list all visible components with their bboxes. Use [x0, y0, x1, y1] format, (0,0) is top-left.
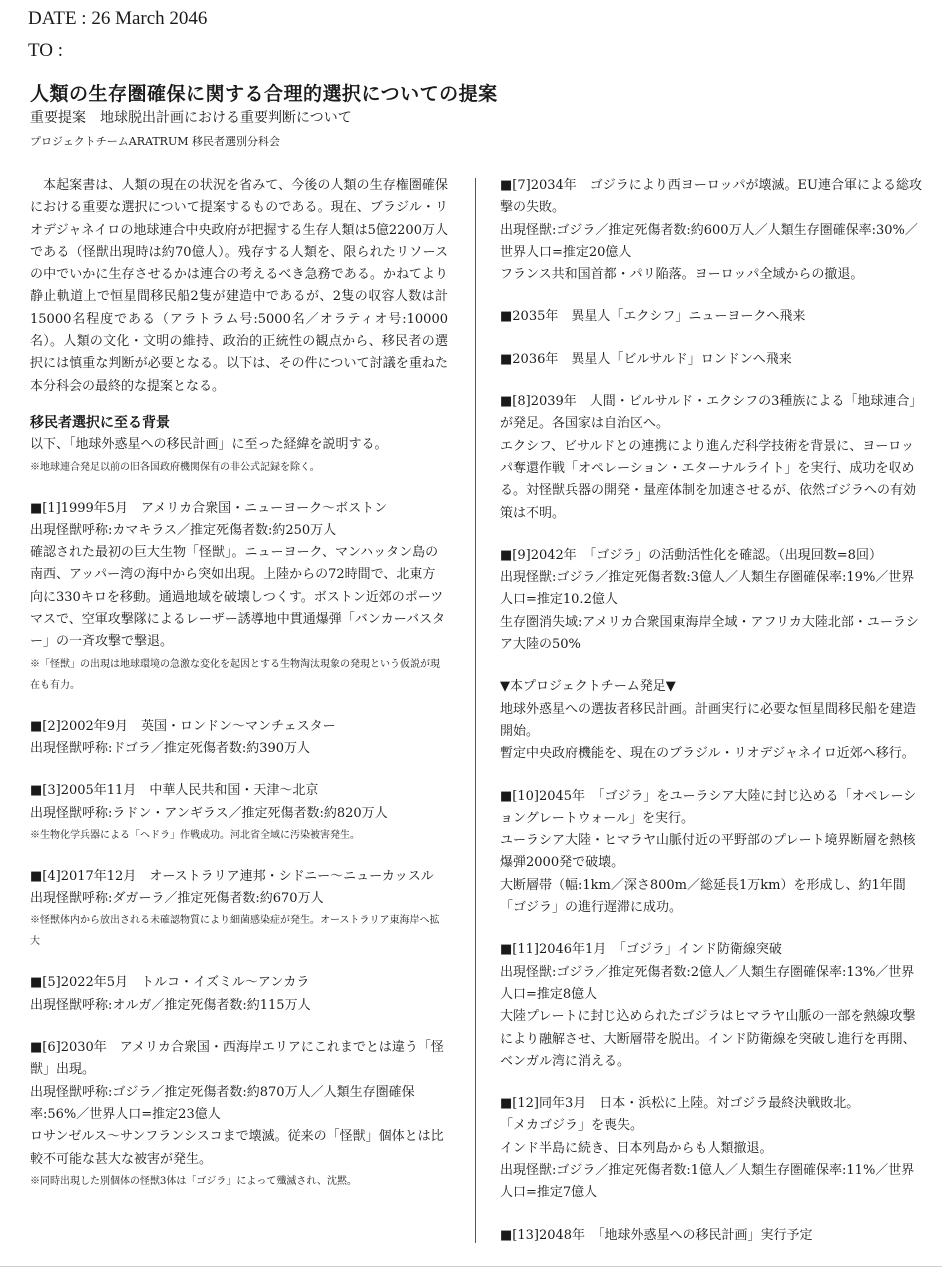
right-timeline-entry	[500, 306, 922, 328]
entry-line: 地球外惑星への選抜者移民計画。計画実行に必要な恒星間移民船を建造開始。	[500, 701, 917, 739]
entry-line: 出現怪獣呼称:カマキラス／推定死傷者数:約250万人	[30, 522, 337, 538]
entry-note: ※怪獣体内から放出される未確認物質により細菌感染症が発生。オーストラリア東海岸へ拡大	[30, 915, 440, 948]
right-timeline-entry	[500, 1093, 922, 1204]
entry-line: 暫定中央政府機能を、現在のブラジル・リオデジャネイロ近郊へ移行。	[500, 746, 915, 762]
entry-title: ■[3]2005年11月 中華人民共和国・天津〜北京	[30, 783, 319, 799]
entry-title: ■2035年 異星人「エクシフ」ニューヨークへ飛来	[500, 309, 806, 325]
entry-line: インド半島に続き、日本列島からも人類撤退。	[500, 1140, 773, 1156]
entry-line: ユーラシア大陸・ヒマラヤ山脈付近の平野部のプレート境界断層を熱核爆弾2000発で破壊。	[500, 833, 916, 871]
document-subtitle: 重要提案 地球脱出計画における重要判断について	[30, 110, 352, 126]
background-heading: 移民者選択に至る背景	[30, 414, 170, 431]
right-column	[500, 175, 922, 1247]
right-timeline-entry	[500, 786, 922, 920]
entry-line: 生存圏消失域:アメリカ合衆国東海岸全域・アフリカ大陸北部・ユーラシア大陸の50%	[500, 614, 919, 653]
entry-line: 大陸プレートに封じ込められたゴジラはヒマラヤ山脈の一部を熱線攻撃により融解させ、大断層帯を脱出。インド防衛線を突破し進行を再開、ベンガル湾に消える。	[500, 1009, 916, 1069]
right-timeline-entry	[500, 939, 922, 1073]
entry-note: ※同時出現した別個体の怪獣3体は「ゴジラ」によって殲滅され、沈黙。	[30, 1175, 357, 1187]
entry-title: ■[12]同年3月 日本・浜松に上陸。対ゴジラ最終決戦敗北。	[500, 1096, 860, 1112]
team-name: プロジェクトチームARATRUM 移民者選別分科会	[30, 135, 280, 148]
right-timeline-entry	[500, 545, 922, 656]
entry-line: 大断層帯（幅:1km／深さ800m／総延長1万km）を形成し、約1年間「ゴジラ」の進行遅滞に成功。	[500, 877, 906, 916]
entry-line: 出現怪獣:ゴジラ／推定死傷者数:約600万人／人類生存圏確保率:30%／世界人口=推定20億人	[500, 222, 918, 260]
bottom-rule	[0, 1266, 942, 1267]
entry-line: 出現怪獣呼称:ラドン・アンギラス／推定死傷者数:約820万人	[30, 805, 388, 821]
left-timeline-entry	[30, 498, 448, 696]
entry-line: 出現怪獣呼称:ゴジラ／推定死傷者数:約870万人／人類生存圏確保率:56%／世界人口=推定23億人	[30, 1084, 415, 1122]
entry-title: ■[6]2030年 アメリカ合衆国・西海岸エリアにこれまでとは違う「怪獣」出現。	[30, 1040, 444, 1078]
left-timeline-entry	[30, 780, 448, 846]
entry-title: ▼本プロジェクトチーム発足▼	[500, 679, 676, 695]
entry-line: 出現怪獣呼称:ダガーラ／推定死傷者数:約670万人	[30, 891, 324, 907]
entry-title: ■[4]2017年12月 オーストラリア連邦・シドニー〜ニューカッスル	[30, 868, 434, 884]
entry-title: ■[2]2002年9月 英国・ロンドン〜マンチェスター	[30, 718, 336, 734]
entry-line: 出現怪獣:ゴジラ／推定死傷者数:3億人／人類生存圏確保率:19%／世界人口=推定10.2億人	[500, 570, 915, 608]
entry-line: ロサンゼルス〜サンフランシスコまで壊滅。従来の「怪獣」個体とは比較不可能な甚大な被害が発生。	[30, 1129, 444, 1167]
entry-note: ※「怪獣」の出現は地球環境の急激な変化を起因とする生物淘汰現象の発現という仮説が現在も有力。	[30, 658, 440, 691]
entry-title: ■[13]2048年 「地球外惑星への移民計画」実行予定	[500, 1227, 813, 1243]
right-timeline-entry	[500, 1225, 922, 1247]
entry-title: ■[11]2046年1月 「ゴジラ」インド防衛線突破	[500, 942, 782, 958]
to-line: TO :	[28, 40, 64, 61]
background-note: ※地球連合発足以前の旧各国政府機関保有の非公式記録を除く。	[30, 461, 320, 473]
entry-title: ■[10]2045年 「ゴジラ」をユーラシア大陸に封じ込める「オペレーショングレートウォール」を実行。	[500, 788, 917, 826]
entry-line: 出現怪獣:ゴジラ／推定死傷者数:2億人／人類生存圏確保率:13%／世界人口=推定8億人	[500, 964, 915, 1002]
right-timeline-entry	[500, 676, 922, 765]
entry-line: 出現怪獣呼称:オルガ／推定死傷者数:約115万人	[30, 997, 311, 1013]
entry-title: ■[5]2022年5月 トルコ・イズミル〜アンカラ	[30, 975, 310, 991]
document-title: 人類の生存圏確保に関する合理的選択についての提案	[30, 83, 498, 105]
entry-line: 出現怪獣:ゴジラ／推定死傷者数:1億人／人類生存圏確保率:11%／世界人口=推定7億人	[500, 1162, 915, 1201]
background-lead: 以下、「地球外惑星への移民計画」に至った経緯を説明する。	[30, 437, 388, 453]
entry-title: ■[9]2042年 「ゴジラ」の活動活性化を確認。（出現回数=8回）	[500, 547, 882, 563]
left-timeline-entry	[30, 1037, 448, 1192]
entry-title: ■[1]1999年5月 アメリカ合衆国・ニューヨーク〜ボストン	[30, 500, 388, 516]
entry-line: 出現怪獣呼称:ドゴラ／推定死傷者数:約390万人	[30, 740, 311, 756]
entry-line: フランス共和国首都・パリ陥落。ヨーロッパ全域からの撤退。	[500, 267, 864, 283]
left-timeline-entry	[30, 716, 448, 761]
entry-line: エクシフ、ビサルドとの連携により進んだ科学技術を背景に、ヨーロッパ奪還作戦「オペレーション・エターナルライト」を実行、成功を収める。対怪獣兵器の開発・量産体制を加速させるが、依然ゴジラへの有効策は不明。	[500, 438, 917, 521]
memo-header	[28, 8, 207, 62]
column-divider	[475, 178, 476, 1243]
entry-line: 確認された最初の巨大生物「怪獣」。ニューヨーク、マンハッタン島の南西、アッパー湾の海中から突如出現。上陸からの72時間で、北東方向に330キロを移動。通過地域を破壊しつくす。ボストン近郊のポーツマスで、空軍攻撃隊によるレーザー誘導地中貫通爆弾「バンカーバスター」の一斉攻撃で撃退。	[30, 545, 446, 650]
left-entry-list	[30, 498, 448, 1192]
left-timeline-entry	[30, 866, 448, 953]
right-timeline-entry	[500, 349, 922, 371]
entry-line: 「メカゴジラ」を喪失。	[500, 1118, 644, 1134]
entry-title: ■2036年 異星人「ビルサルド」ロンドンへ飛来	[500, 351, 792, 367]
date-line: DATE : 26 March 2046	[28, 8, 208, 29]
right-timeline-entry	[500, 391, 922, 525]
left-column	[30, 175, 448, 1192]
intro-paragraph: 本起案書は、人類の現在の状況を省みて、今後の人類の生存権圏確保における重要な選択について提案するものである。現在、ブラジル・リオデジャネイロの地球連合中央政府が把握する生存人類は5億2200万人である（怪獣出現時は約70億人）。残存する人類を、限られたリソースの中でいかに生存させるかは連合の考えるべき急務である。かねてより静止軌道上で恒星間移民船2隻が建造中であるが、2隻の収容人数は計15000名程度である（アラトラム号:5000名／オラティオ号:10000名）。人類の文化・文明の維持、政治的正統性の観点から、移民者の選択には慎重な判断が必要となる。以下は、その件について討議を重ねた本分科会の最終的な提案となる。	[30, 178, 448, 394]
left-timeline-entry	[30, 972, 448, 1017]
entry-note: ※生物化学兵器による「ヘドラ」作戦成功。河北省全域に汚染被害発生。	[30, 829, 360, 841]
entry-title: ■[8]2039年 人間・ビルサルド・エクシフの3種族による「地球連合」が発足。各国家は自治区へ。	[500, 394, 916, 432]
title-block	[30, 82, 910, 150]
right-entry-list	[500, 175, 922, 1247]
entry-title: ■[7]2034年 ゴジラにより西ヨーロッパが壊滅。EU連合軍による総攻撃の失敗。	[500, 178, 922, 216]
right-timeline-entry	[500, 175, 922, 286]
